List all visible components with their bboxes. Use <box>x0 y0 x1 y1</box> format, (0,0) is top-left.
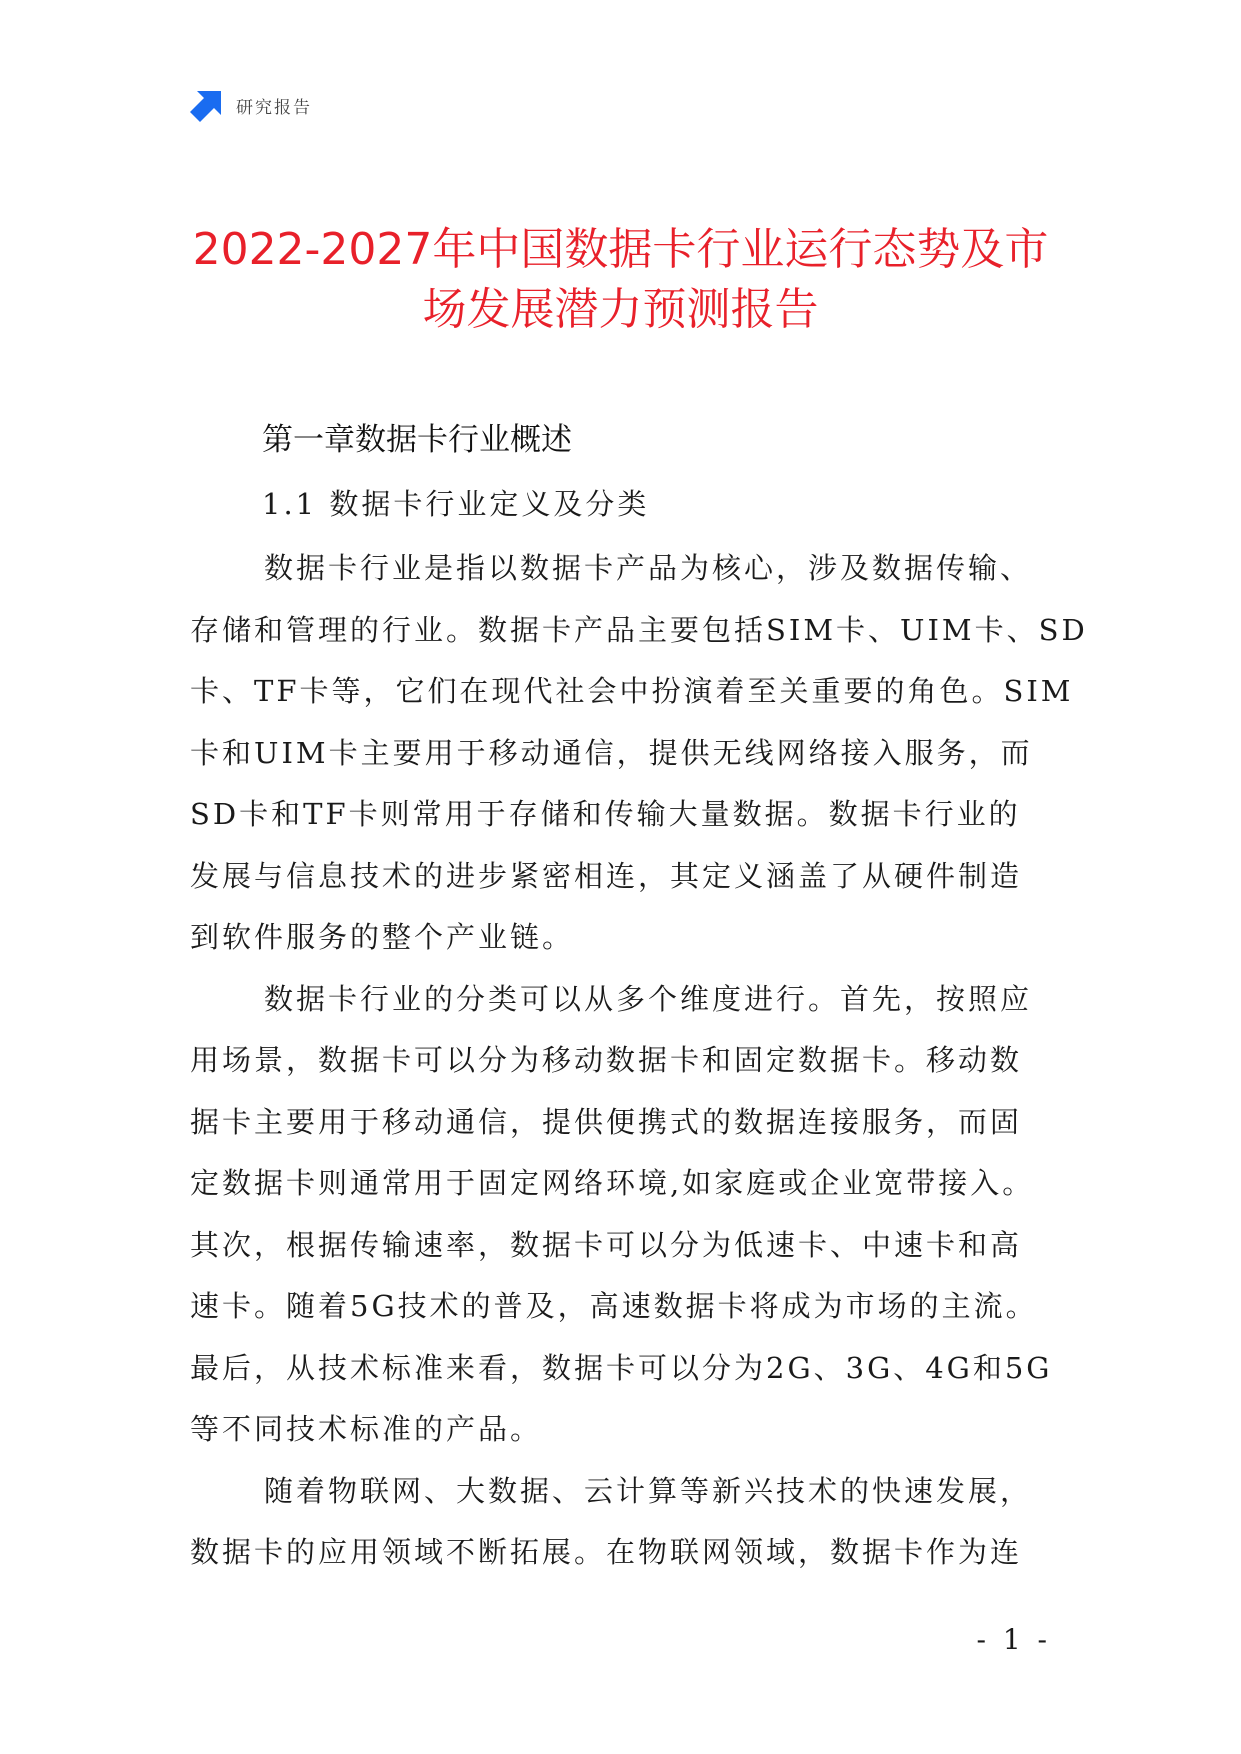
report-title-line-1: 2022-2027年中国数据卡行业运行态势及市 <box>192 224 1049 275</box>
report-title-line-2: 场发展潜力预测报告 <box>422 284 819 335</box>
text-line: 用场景，数据卡可以分为移动数据卡和固定数据卡。移动数 <box>190 1043 1023 1077</box>
text-line: SD卡和TF卡则常用于存储和传输大量数据。数据卡行业的 <box>190 797 1021 831</box>
text-line: 卡和UIM卡主要用于移动通信，提供无线网络接入服务，而 <box>190 735 1033 770</box>
body-text <box>190 538 1088 1584</box>
paragraph-3 <box>190 1461 1070 1584</box>
text-line: 定数据卡则通常用于固定网络环境,如家庭或企业宽带接入。 <box>190 1166 1035 1200</box>
text-line: 卡、TF卡等，它们在现代社会中扮演着至关重要的角色。SIM <box>190 674 1074 708</box>
section-heading: 1.1 数据卡行业定义及分类 <box>262 487 650 521</box>
text-line: 其次，根据传输速率，数据卡可以分为低速卡、中速卡和高 <box>190 1227 1023 1262</box>
text-line: 最后，从技术标准来看，数据卡可以分为2G、3G、4G和5G <box>190 1350 1053 1385</box>
header-label: 研究报告 <box>236 97 312 118</box>
text-line: 随着物联网、大数据、云计算等新兴技术的快速发展， <box>264 1473 1033 1508</box>
text-line: 存储和管理的行业。数据卡产品主要包括SIM卡、UIM卡、SD <box>190 612 1088 647</box>
text-line: 到软件服务的整个产业链。 <box>190 920 575 954</box>
page-number: - 1 - <box>976 1623 1051 1656</box>
paragraph-2 <box>190 969 1070 1461</box>
text-line: 等不同技术标准的产品。 <box>190 1412 543 1446</box>
text-line: 数据卡的应用领域不断拓展。在物联网领域，数据卡作为连 <box>190 1535 1023 1569</box>
text-line: 数据卡行业是指以数据卡产品为核心，涉及数据传输、 <box>264 551 1033 585</box>
text-line: 据卡主要用于移动通信，提供便携式的数据连接服务，而固 <box>190 1104 1023 1139</box>
report-header <box>190 88 312 122</box>
report-title <box>150 220 1091 340</box>
chapter-heading: 第一章数据卡行业概述 <box>262 422 572 458</box>
text-line: 发展与信息技术的进步紧密相连，其定义涵盖了从硬件制造 <box>190 858 1023 893</box>
text-line: 速卡。随着5G技术的普及，高速数据卡将成为市场的主流。 <box>190 1289 1038 1323</box>
text-line: 数据卡行业的分类可以从多个维度进行。首先，按照应 <box>264 981 1033 1016</box>
paragraph-1 <box>190 538 1088 969</box>
arrow-up-right-icon <box>190 88 224 122</box>
